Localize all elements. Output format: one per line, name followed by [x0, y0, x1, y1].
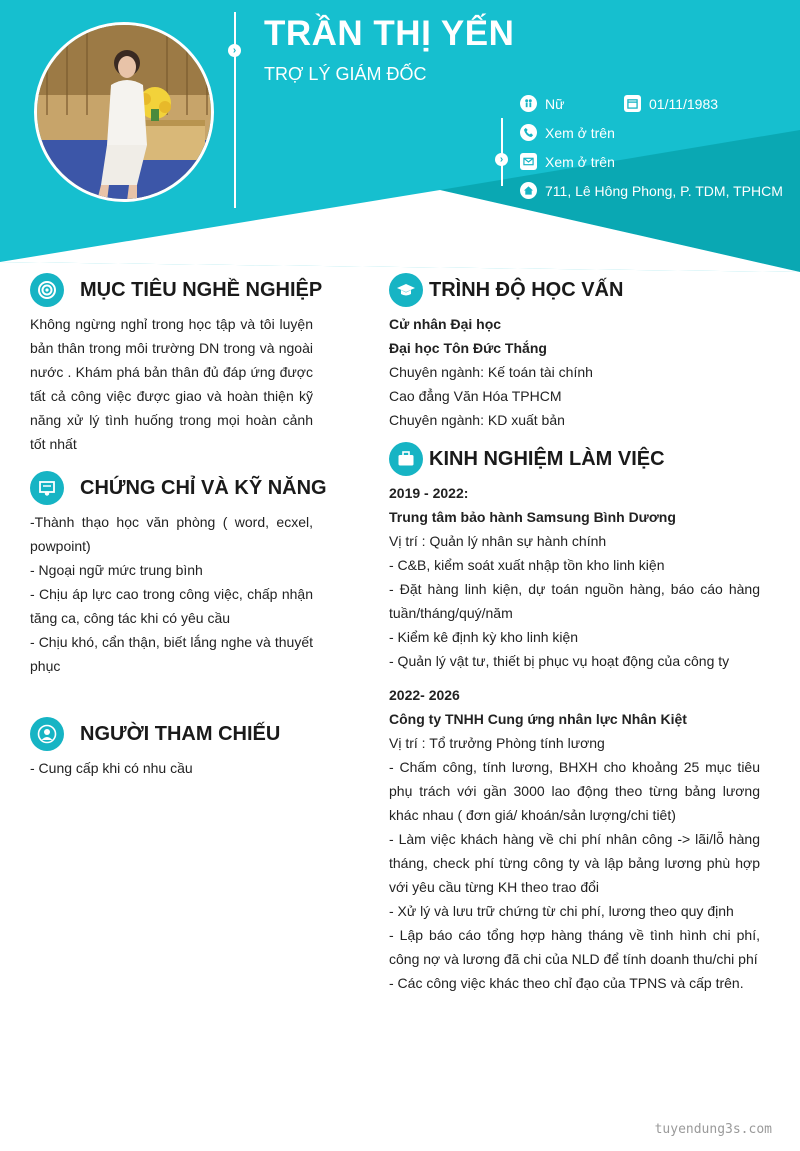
reference-heading: NGƯỜI THAM CHIẾU: [80, 722, 281, 745]
gender-icon: [520, 95, 537, 112]
gender-value: Nữ: [545, 95, 565, 112]
home-icon: [520, 182, 537, 199]
profile-photo: [34, 22, 214, 202]
phone-row: [520, 124, 615, 141]
dob-row: [624, 95, 718, 112]
reference-text: - Cung cấp khi có nhu cầu: [30, 760, 193, 776]
target-icon: [30, 273, 64, 307]
skill-item: -Thành thạo học văn phòng ( word, ecxel, powpoint): [30, 514, 313, 554]
job-title: TRỢ LÝ GIÁM ĐỐC: [264, 64, 427, 84]
job-duty: - Quản lý vật tư, thiết bị phục vụ hoạt động của công ty: [389, 653, 730, 669]
address-value: 711, Lê Hông Phong, P. TDM, TPHCM: [545, 182, 783, 199]
education-section-header: [389, 273, 623, 307]
job-duty: - Làm việc khách hàng về chi phí nhân công -> lãi/lỗ hàng tháng, check phí từng công ty và lập bảng lương phù hợp với yêu cầu từng KH theo trao đổi: [389, 831, 760, 895]
skill-item: - Ngoại ngữ mức trung bình: [30, 562, 203, 578]
skills-section-header: [30, 471, 327, 505]
school-name-2: Cao đẳng Văn Hóa TPHCM: [389, 388, 562, 404]
experience-heading: KINH NGHIỆM LÀM VIỆC: [429, 447, 665, 470]
calendar-icon: [624, 95, 641, 112]
major-2: Chuyên ngành: KD xuất bản: [389, 412, 565, 428]
address-row: [520, 182, 783, 199]
objective-section-header: [30, 273, 322, 307]
job-period: 2019 - 2022:: [389, 485, 469, 501]
phone-value[interactable]: Xem ở trên: [545, 124, 615, 141]
watermark: tuyendung3s.com: [654, 1122, 772, 1137]
job-company: Công ty TNHH Cung ứng nhân lực Nhân Kiệt: [389, 711, 687, 727]
phone-icon: [520, 124, 537, 141]
candidate-name: TRẦN THỊ YẾN: [264, 14, 515, 53]
skill-item: - Chịu khó, cẩn thận, biết lắng nghe và thuyết phục: [30, 634, 313, 674]
job-company: Trung tâm bảo hành Samsung Bình Dương: [389, 509, 676, 525]
briefcase-icon: [389, 442, 423, 476]
contact-divider: [501, 118, 503, 186]
major: Chuyên ngành: Kế toán tài chính: [389, 364, 593, 380]
experience-job-1: [389, 481, 760, 673]
job-position: Vị trí : Quản lý nhân sự hành chính: [389, 533, 607, 549]
user-icon: [30, 717, 64, 751]
education-details: [389, 312, 760, 432]
job-duty: - Xử lý và lưu trữ chứng từ chi phí, lương theo quy định: [389, 903, 734, 919]
objective-text: Không ngừng nghỉ trong học tập và tôi luyện bản thân trong môi trường DN trong và ngoài nước . Khám phá bản thân đủ đáp ứng được tất cả công việc được giao và hoàn thiện kỹ năng xử lý tình huống trong mọi hoàn cảnh tốt nhất: [30, 316, 313, 452]
gender-row: [520, 95, 564, 112]
education-heading: TRÌNH ĐỘ HỌC VẤN: [429, 278, 624, 301]
job-duty: - Kiểm kê định kỳ kho linh kiện: [389, 629, 579, 645]
email-icon: [520, 153, 537, 170]
job-position: Vị trí : Tổ trưởng Phòng tính lương: [389, 735, 605, 751]
school-name: Đại học Tôn Đức Thắng: [389, 340, 547, 356]
skills-list: [30, 510, 313, 678]
chevron-right-icon: ›: [495, 153, 508, 166]
degree: Cử nhân Đại học: [389, 316, 502, 332]
skill-item: - Chịu áp lực cao trong công việc, chấp nhận tăng ca, công tác khi có yêu cầu: [30, 586, 313, 626]
chevron-right-icon: ›: [228, 44, 241, 57]
experience-job-2: [389, 683, 760, 995]
job-period: 2022- 2026: [389, 687, 460, 703]
email-value[interactable]: Xem ở trên: [545, 153, 615, 170]
objective-heading: MỤC TIÊU NGHỀ NGHIỆP: [80, 278, 323, 301]
certificate-icon: [30, 471, 64, 505]
experience-section-header: [389, 442, 665, 476]
header-divider: [234, 12, 236, 208]
job-duty: - Các công việc khác theo chỉ đạo của TPNS và cấp trên.: [389, 975, 744, 991]
dob-value: 01/11/1983: [649, 95, 719, 112]
job-duty: - Chấm công, tính lương, BHXH cho khoảng 25 mục tiêu phụ trách với gần 3000 lao động theo từng bảng lương khác nhau ( đơn giá/ khoán/sản lượng/chi tiêt): [389, 759, 760, 823]
skills-heading: CHỨNG CHỈ VÀ KỸ NĂNG: [80, 476, 327, 499]
reference-section-header: [30, 717, 280, 751]
job-duty: - Đặt hàng linh kiện, dự toán nguồn hàng, báo cáo hàng tuần/tháng/quý/năm: [389, 581, 760, 621]
email-row: [520, 153, 615, 170]
job-duty: - C&B, kiểm soát xuất nhập tồn kho linh kiện: [389, 557, 665, 573]
job-duty: - Lập báo cáo tổng hợp hàng tháng về tình hình chi phí, công nợ và lương đã chi của NLD để tính doanh thu/chi phí: [389, 927, 760, 967]
graduation-cap-icon: [389, 273, 423, 307]
